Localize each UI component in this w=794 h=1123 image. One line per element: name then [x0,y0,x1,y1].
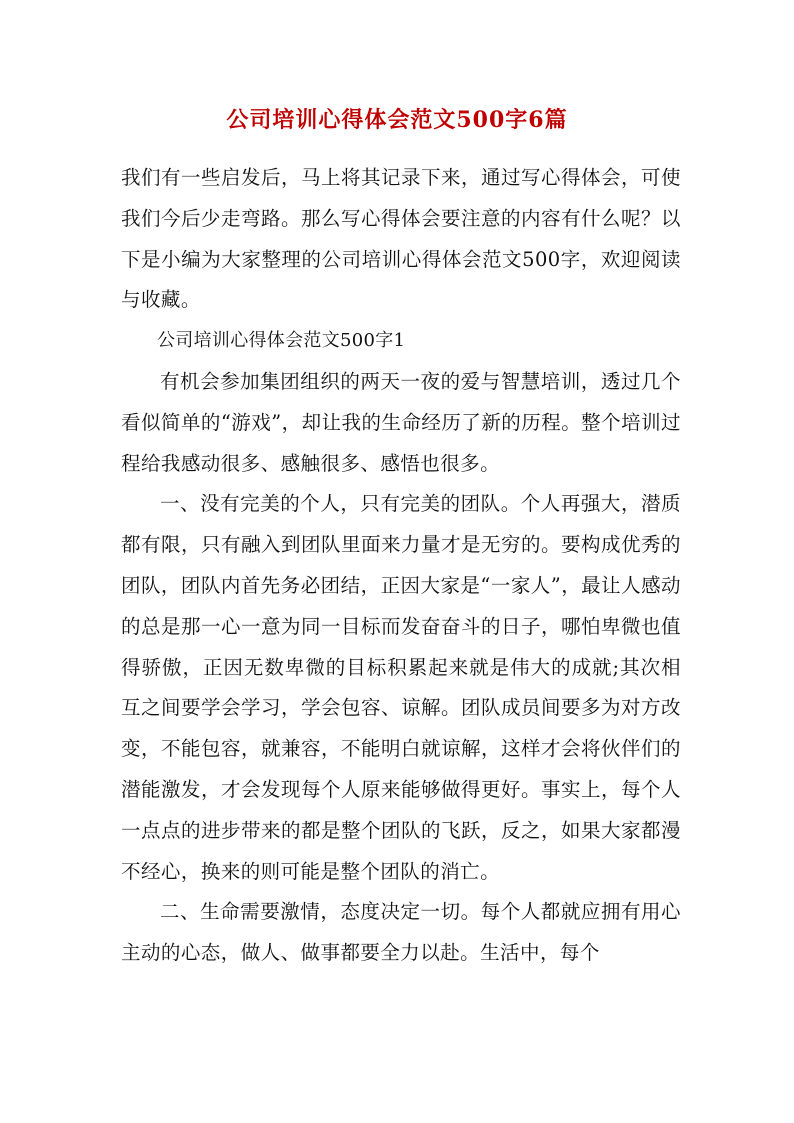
body-paragraph: 有机会参加集团组织的两天一夜的爱与智慧培训，透过几个看似简单的“游戏”，却让我的生命经历了新的历程。整个培训过程给我感动很多、感触很多、感悟也很多。 [121,369,681,475]
body-paragraph: 二、生命需要激情，态度决定一切。每个人都就应拥有用心主动的心态，做人、做事都要全力以赴。生活中，每个 [121,900,681,965]
section-heading: 公司培训心得体会范文500字1 [157,330,406,352]
document-title: 公司培训心得体会范文500字6篇 [226,107,568,133]
document-body [121,158,681,974]
intro-paragraph: 我们有一些启发后，马上将其记录下来，通过写心得体会，可使我们今后少走弯路。那么写心得体会要注意的内容有什么呢？以下是小编为大家整理的公司培训心得体会范文500字，欢迎阅读与收藏。 [121,166,681,312]
body-paragraph: 一、没有完美的个人，只有完美的团队。个人再强大，潜质都有限，只有融入到团队里面来力量才是无穷的。要构成优秀的团队，团队内首先务必团结，正因大家是“一家人”，最让人感动的总是那一心一意为同一目标而发奋奋斗的日子，哪怕卑微也值得骄傲，正因无数卑微的目标积累起来就是伟大的成就;其次相互之间要学会学习，学会包容、谅解。团队成员间要多为对方改变，不能包容，就兼容，不能明白就谅解，这样才会将伙伴们的潜能激发，才会发现每个人原来能够做得更好。事实上，每个人一点点的进步带来的都是整个团队的飞跃，反之，如果大家都漫不经心，换来的则可能是整个团队的消亡。 [121,492,681,883]
